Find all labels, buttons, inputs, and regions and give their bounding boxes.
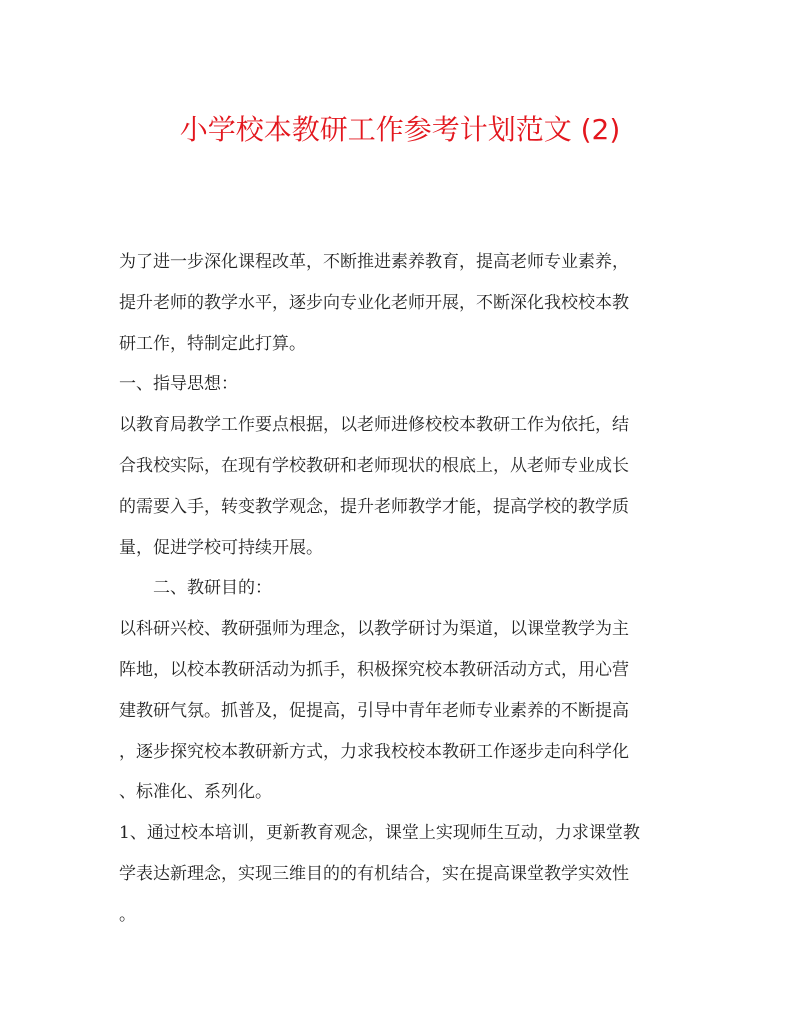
document-title: 小学校本教研工作参考计划范文 (2) xyxy=(179,113,621,146)
document-body xyxy=(119,242,689,936)
paragraph-line: 1、通过校本培训，更新教育观念，课堂上实现师生互动，力求课堂教 xyxy=(119,823,640,844)
section-heading-guiding-thought: 一、指导思想： xyxy=(119,374,238,395)
paragraph-line: 以科研兴校、教研强师为理念，以教学研讨为渠道，以课堂教学为主 xyxy=(119,619,629,640)
paragraph-line: 、标准化、系列化。 xyxy=(119,782,272,803)
paragraph-line: 研工作，特制定此打算。 xyxy=(119,333,306,354)
paragraph-line: 合我校实际，在现有学校教研和老师现状的根底上，从老师专业成长 xyxy=(119,455,629,476)
paragraph-line: ，逐步探究校本教研新方式，力求我校校本教研工作逐步走向科学化 xyxy=(119,741,629,762)
paragraph-line: 量，促进学校可持续开展。 xyxy=(119,537,323,558)
paragraph-line: 以教育局教学工作要点根据，以老师进修校校本教研工作为依托，结 xyxy=(119,415,629,436)
paragraph-line: 的需要入手，转变教学观念，提升老师教学才能，提高学校的教学质 xyxy=(119,496,629,517)
section-heading-research-goal: 二、教研目的： xyxy=(153,578,272,599)
paragraph-line: 阵地，以校本教研活动为抓手，积极探究校本教研活动方式，用心营 xyxy=(119,659,629,680)
paragraph-line: 建教研气氛。抓普及，促提高，引导中青年老师专业素养的不断提高 xyxy=(119,700,629,721)
paragraph-line: 学表达新理念，实现三维目的的有机结合，实在提高课堂教学实效性 xyxy=(119,863,629,884)
paragraph-line: 为了进一步深化课程改革，不断推进素养教育，提高老师专业素养， xyxy=(119,252,629,272)
paragraph-line: 提升老师的教学水平，逐步向专业化老师开展，不断深化我校校本教 xyxy=(119,292,629,313)
paragraph-line: 。 xyxy=(119,904,136,925)
